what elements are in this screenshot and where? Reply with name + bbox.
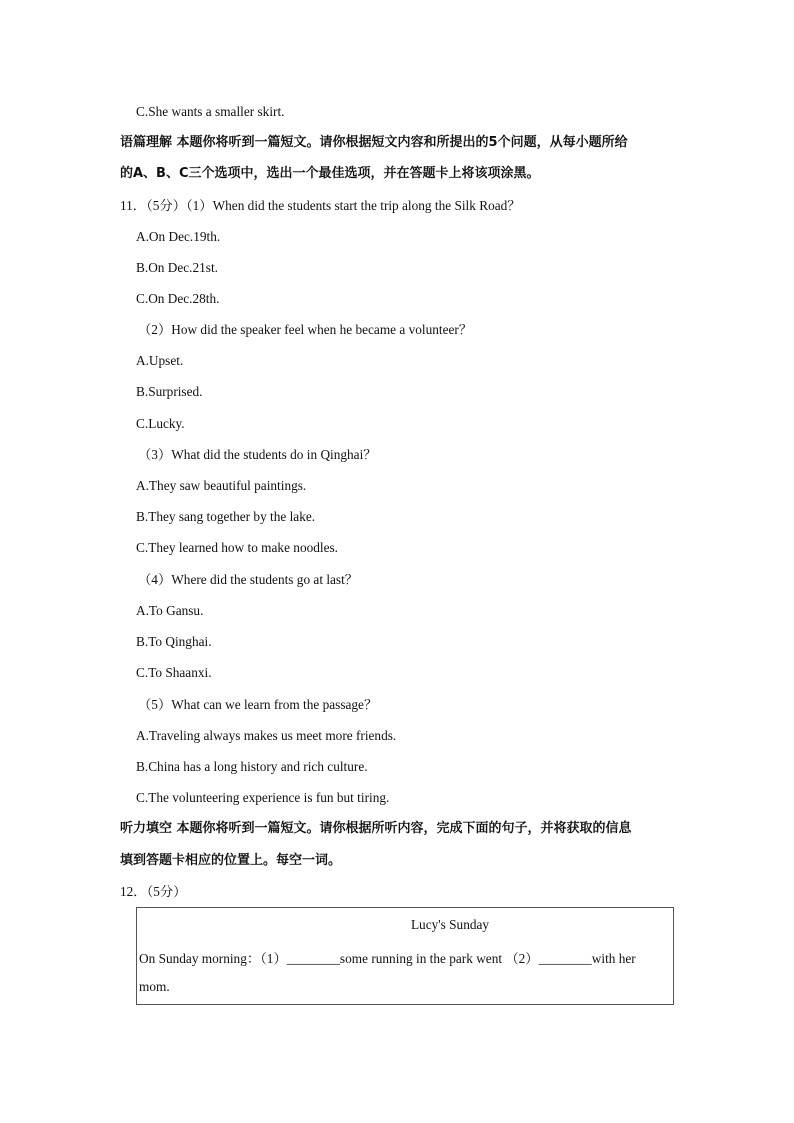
option: C.The volunteering experience is fun but tiring. [136,790,390,805]
table-title: Lucy's Sunday [410,917,490,932]
question-label: （3）What did the students do in Qinghai？ [138,447,377,462]
option: C.They learned how to make noodles. [136,540,338,555]
fill-instruction-line1: 听力填空 本题你将听到一篇短文。请你根据所听内容，完成下面的句子，并将获取的信息 [120,821,632,836]
option: C.To Shaanxi. [136,665,212,680]
option: A.Traveling always makes us meet more friends. [136,728,397,743]
option: C.Lucky. [136,416,185,431]
question-12-number: 12．（5分） [120,884,187,899]
option: B.China has a long history and rich culture. [136,759,368,774]
comprehension-instruction-line1: 语篇理解 本题你将听到一篇短文。请你根据短文内容和所提出的5个问题，从每小题所给 [120,135,628,150]
option: C.On Dec.28th. [136,291,220,306]
question-label: （5）What can we learn from the passage？ [138,697,378,712]
question-label: （1）When did the students start the trip along the Silk Road？ [186,198,521,213]
question-label: （4）Where did the students go at last？ [138,572,359,587]
table-row-text: On Sunday morning：（1）________some running in the park went （2）________with her [139,951,636,966]
option: A.On Dec.19th. [136,229,221,244]
option: B.They sang together by the lake. [136,509,316,524]
comprehension-instruction-line2: 的A、B、C三个选项中，选出一个最佳选项，并在答题卡上将该项涂黑。 [120,166,540,181]
option: A.To Gansu. [136,603,204,618]
option: A.They saw beautiful paintings. [136,478,307,493]
option: B.On Dec.21st. [136,260,218,275]
fill-instruction-line2: 填到答题卡相应的位置上。每空一词。 [120,853,342,868]
question-11 [120,197,521,215]
question-number: 11．（5分） [120,198,186,213]
option-c-skirt: C.She wants a smaller skirt. [136,104,285,119]
table-row-text-continued: mom. [139,979,170,994]
fill-table [136,907,674,1005]
option: B.Surprised. [136,384,203,399]
option: B.To Qinghai. [136,634,212,649]
option: A.Upset. [136,353,184,368]
question-label: （2）How did the speaker feel when he became a volunteer？ [138,322,473,337]
